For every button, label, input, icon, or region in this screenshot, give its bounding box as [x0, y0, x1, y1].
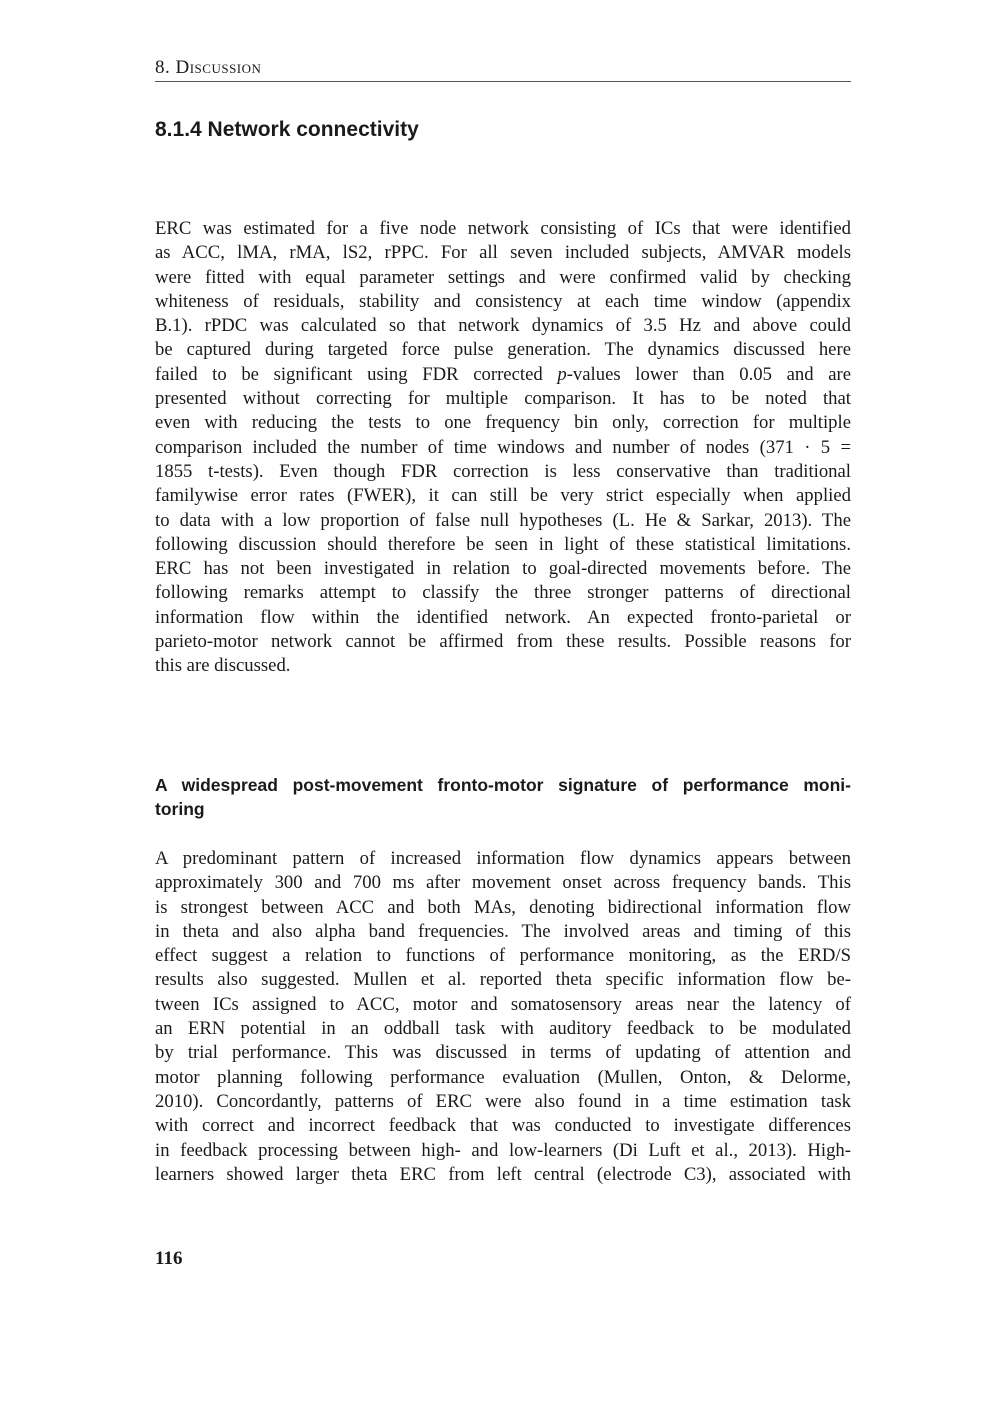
paragraph-line: presented without correcting for multiple comparison. It has to be noted that	[155, 388, 851, 410]
paragraph-line: A predominant pattern of increased information flow dynamics appears between	[155, 848, 851, 869]
paragraph-line: with correct and incorrect feedback that was conducted to investigate differences	[155, 1115, 851, 1137]
paragraph-line: be captured during targeted force pulse generation. The dynamics discussed here	[155, 339, 851, 361]
paragraph-line: even with reducing the tests to one frequency bin only, correction for multiple	[155, 412, 851, 434]
italic-p: p	[557, 363, 567, 385]
page-number: 116	[155, 1248, 183, 1269]
subsection-paragraph	[155, 847, 851, 1187]
paragraph-line: this are discussed.	[155, 655, 291, 677]
section-paragraph	[155, 217, 851, 679]
paragraph-line: B.1). rPDC was calculated so that network dynamics of 3.5 Hz and above could	[155, 315, 851, 337]
paragraph-line: 2010). Concordantly, patterns of ERC were also found in a time estimation task	[155, 1090, 851, 1112]
paragraph-line: ERC has not been investigated in relation to goal-directed movements before. The	[155, 558, 851, 580]
paragraph-line: as ACC, lMA, rMA, lS2, rPPC. For all seven included subjects, AMVAR models	[155, 242, 851, 264]
running-head: 8. Discussion	[155, 57, 262, 78]
paragraph-line: familywise error rates (FWER), it can still be very strict especially when applied	[155, 485, 851, 507]
paragraph-line: information flow within the identified network. An expected fronto-parietal or	[155, 606, 851, 628]
paragraph-line: following remarks attempt to classify the three stronger patterns of directional	[155, 582, 851, 604]
paragraph-line: parieto-motor network cannot be affirmed from these results. Possible reasons for	[155, 631, 851, 653]
paragraph-line: 1855 t-tests). Even though FDR correction is less conservative than traditional	[155, 460, 851, 482]
subsection-title	[155, 773, 851, 821]
paragraph-line: to data with a low proportion of false null hypotheses (L. He & Sarkar, 2013). The	[155, 509, 851, 531]
paragraph-line: learners showed larger theta ERC from left central (electrode C3), associated with	[155, 1163, 851, 1185]
paragraph-line: approximately 300 and 700 ms after movement onset across frequency bands. This	[155, 872, 851, 894]
paragraph-line: ERC was estimated for a five node network consisting of ICs that were identified	[155, 218, 851, 239]
section-title: 8.1.4 Network connectivity	[155, 118, 419, 141]
paragraph-line: motor planning following performance evaluation (Mullen, Onton, & Delorme,	[155, 1066, 851, 1088]
paragraph-line: comparison included the number of time windows and number of nodes (371 · 5 =	[155, 436, 851, 458]
paragraph-line: is strongest between ACC and both MAs, denoting bidirectional information flow	[155, 896, 851, 918]
subsection-title-line: toring	[155, 799, 205, 819]
paragraph-line: tween ICs assigned to ACC, motor and somatosensory areas near the latency of	[155, 993, 851, 1015]
paragraph-line: were fitted with equal parameter settings and were confirmed valid by checking	[155, 266, 851, 288]
paragraph-line: following discussion should therefore be seen in light of these statistical limitations.	[155, 533, 851, 555]
header-rule	[155, 81, 851, 82]
paragraph-line: in theta and also alpha band frequencies. The involved areas and timing of this	[155, 920, 851, 942]
paragraph-line: results also suggested. Mullen et al. reported theta specific information flow be-	[155, 969, 851, 991]
subsection-title-line: A widespread post-movement fronto-motor signature of performance moni-	[155, 775, 851, 795]
paragraph-line: effect suggest a relation to functions of performance monitoring, as the ERD/S	[155, 945, 851, 967]
paragraph-line: in feedback processing between high- and low-learners (Di Luft et al., 2013). High-	[155, 1139, 851, 1161]
paragraph-line: failed to be significant using FDR corrected p-values lower than 0.05 and are	[155, 363, 852, 385]
paragraph-line: whiteness of residuals, stability and consistency at each time window (appendix	[155, 290, 851, 312]
paragraph-line: by trial performance. This was discussed in terms of updating of attention and	[155, 1042, 851, 1064]
paragraph-line: an ERN potential in an oddball task with auditory feedback to be modulated	[155, 1018, 851, 1040]
